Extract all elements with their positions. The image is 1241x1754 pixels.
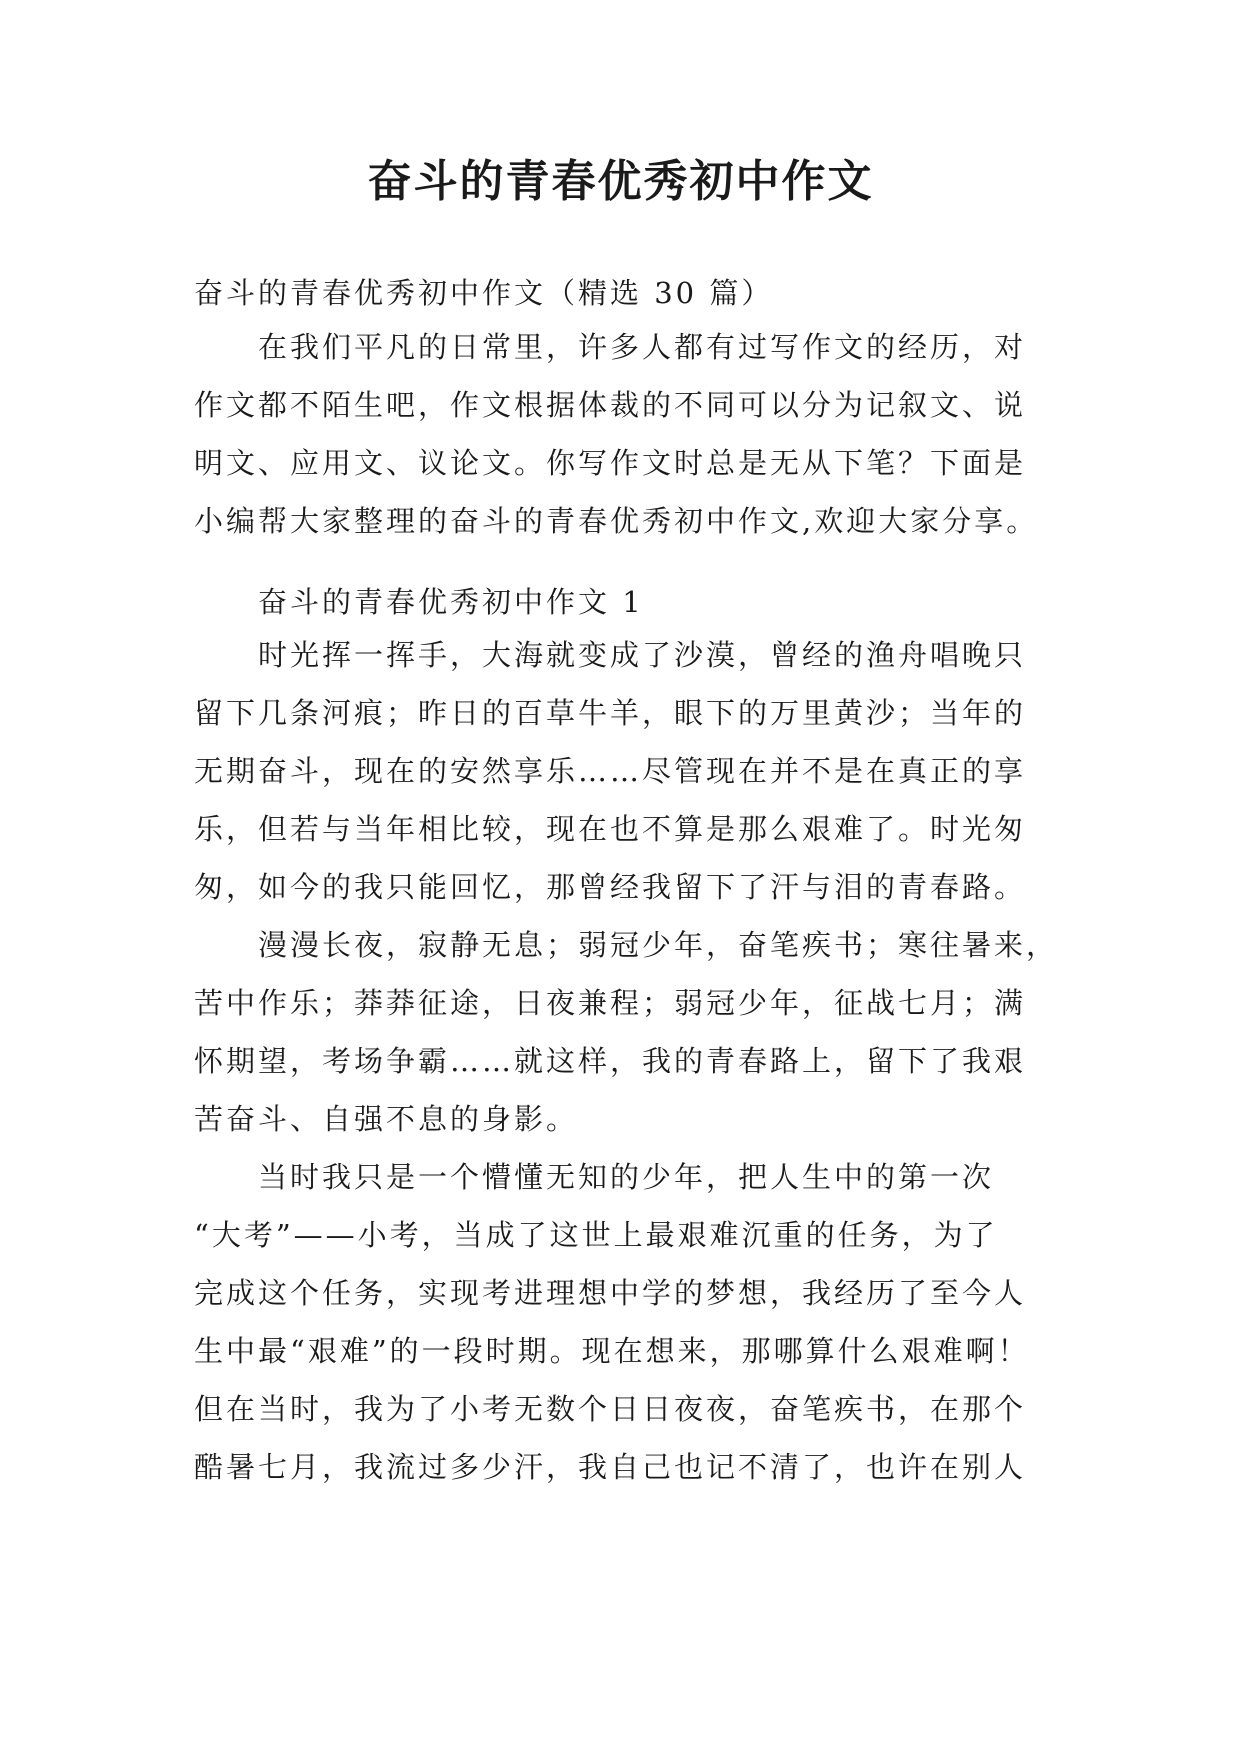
paragraph-line: 酷暑七月，我流过多少汗，我自己也记不清了，也许在别人 [194, 1450, 1027, 1484]
document-title: 奋斗的青春优秀初中作文 [367, 156, 874, 207]
essay-heading-block [194, 573, 1064, 631]
intro-line: 作文都不陌生吧，作文根据体裁的不同可以分为记叙文、说 [194, 388, 1027, 422]
intro-paragraph [194, 318, 1064, 550]
subtitle: 奋斗的青春优秀初中作文（精选 30 篇） [194, 276, 774, 310]
essay-paragraph-3 [194, 1148, 1064, 1496]
paragraph-line: 怀期望，考场争霸……就这样，我的青春路上，留下了我艰 [194, 1044, 1027, 1078]
paragraph-line: 时光挥一挥手，大海就变成了沙漠，曾经的渔舟唱晚只 [258, 638, 1027, 672]
essay-heading: 奋斗的青春优秀初中作文 1 [258, 585, 644, 619]
paragraph-line: 无期奋斗，现在的安然享乐……尽管现在并不是在真正的享 [194, 754, 1027, 788]
paragraph-line: 留下几条河痕；昨日的百草牛羊，眼下的万里黄沙；当年的 [194, 696, 1027, 730]
subtitle-block [194, 264, 1064, 322]
paragraph-line: “大考”——小考，当成了这世上最艰难沉重的任务，为了 [194, 1218, 998, 1252]
essay-paragraph-2 [194, 916, 1064, 1148]
paragraph-line: 完成这个任务，实现考进理想中学的梦想，我经历了至今人 [194, 1276, 1027, 1310]
paragraph-line: 但在当时，我为了小考无数个日日夜夜，奋笔疾书，在那个 [194, 1392, 1027, 1426]
paragraph-line: 生中最“艰难”的一段时期。现在想来，那哪算什么艰难啊！ [194, 1334, 1030, 1368]
intro-line: 小编帮大家整理的奋斗的青春优秀初中作文,欢迎大家分享。 [194, 504, 1039, 538]
paragraph-line: 乐，但若与当年相比较，现在也不算是那么艰难了。时光匆 [194, 812, 1027, 846]
paragraph-line: 苦奋斗、自强不息的身影。 [194, 1102, 579, 1136]
essay-paragraph-1 [194, 626, 1064, 916]
paragraph-line: 漫漫长夜，寂静无息；弱冠少年，奋笔疾书；寒往暑来， [258, 928, 1059, 962]
intro-line: 在我们平凡的日常里，许多人都有过写作文的经历，对 [258, 330, 1027, 364]
intro-line: 明文、应用文、议论文。你写作文时总是无从下笔？下面是 [194, 446, 1027, 480]
paragraph-line: 苦中作乐；莽莽征途，日夜兼程；弱冠少年，征战七月；满 [194, 986, 1027, 1020]
paragraph-line: 当时我只是一个懵懂无知的少年，把人生中的第一次 [258, 1160, 995, 1194]
paragraph-line: 匆，如今的我只能回忆，那曾经我留下了汗与泪的青春路。 [194, 870, 1027, 904]
